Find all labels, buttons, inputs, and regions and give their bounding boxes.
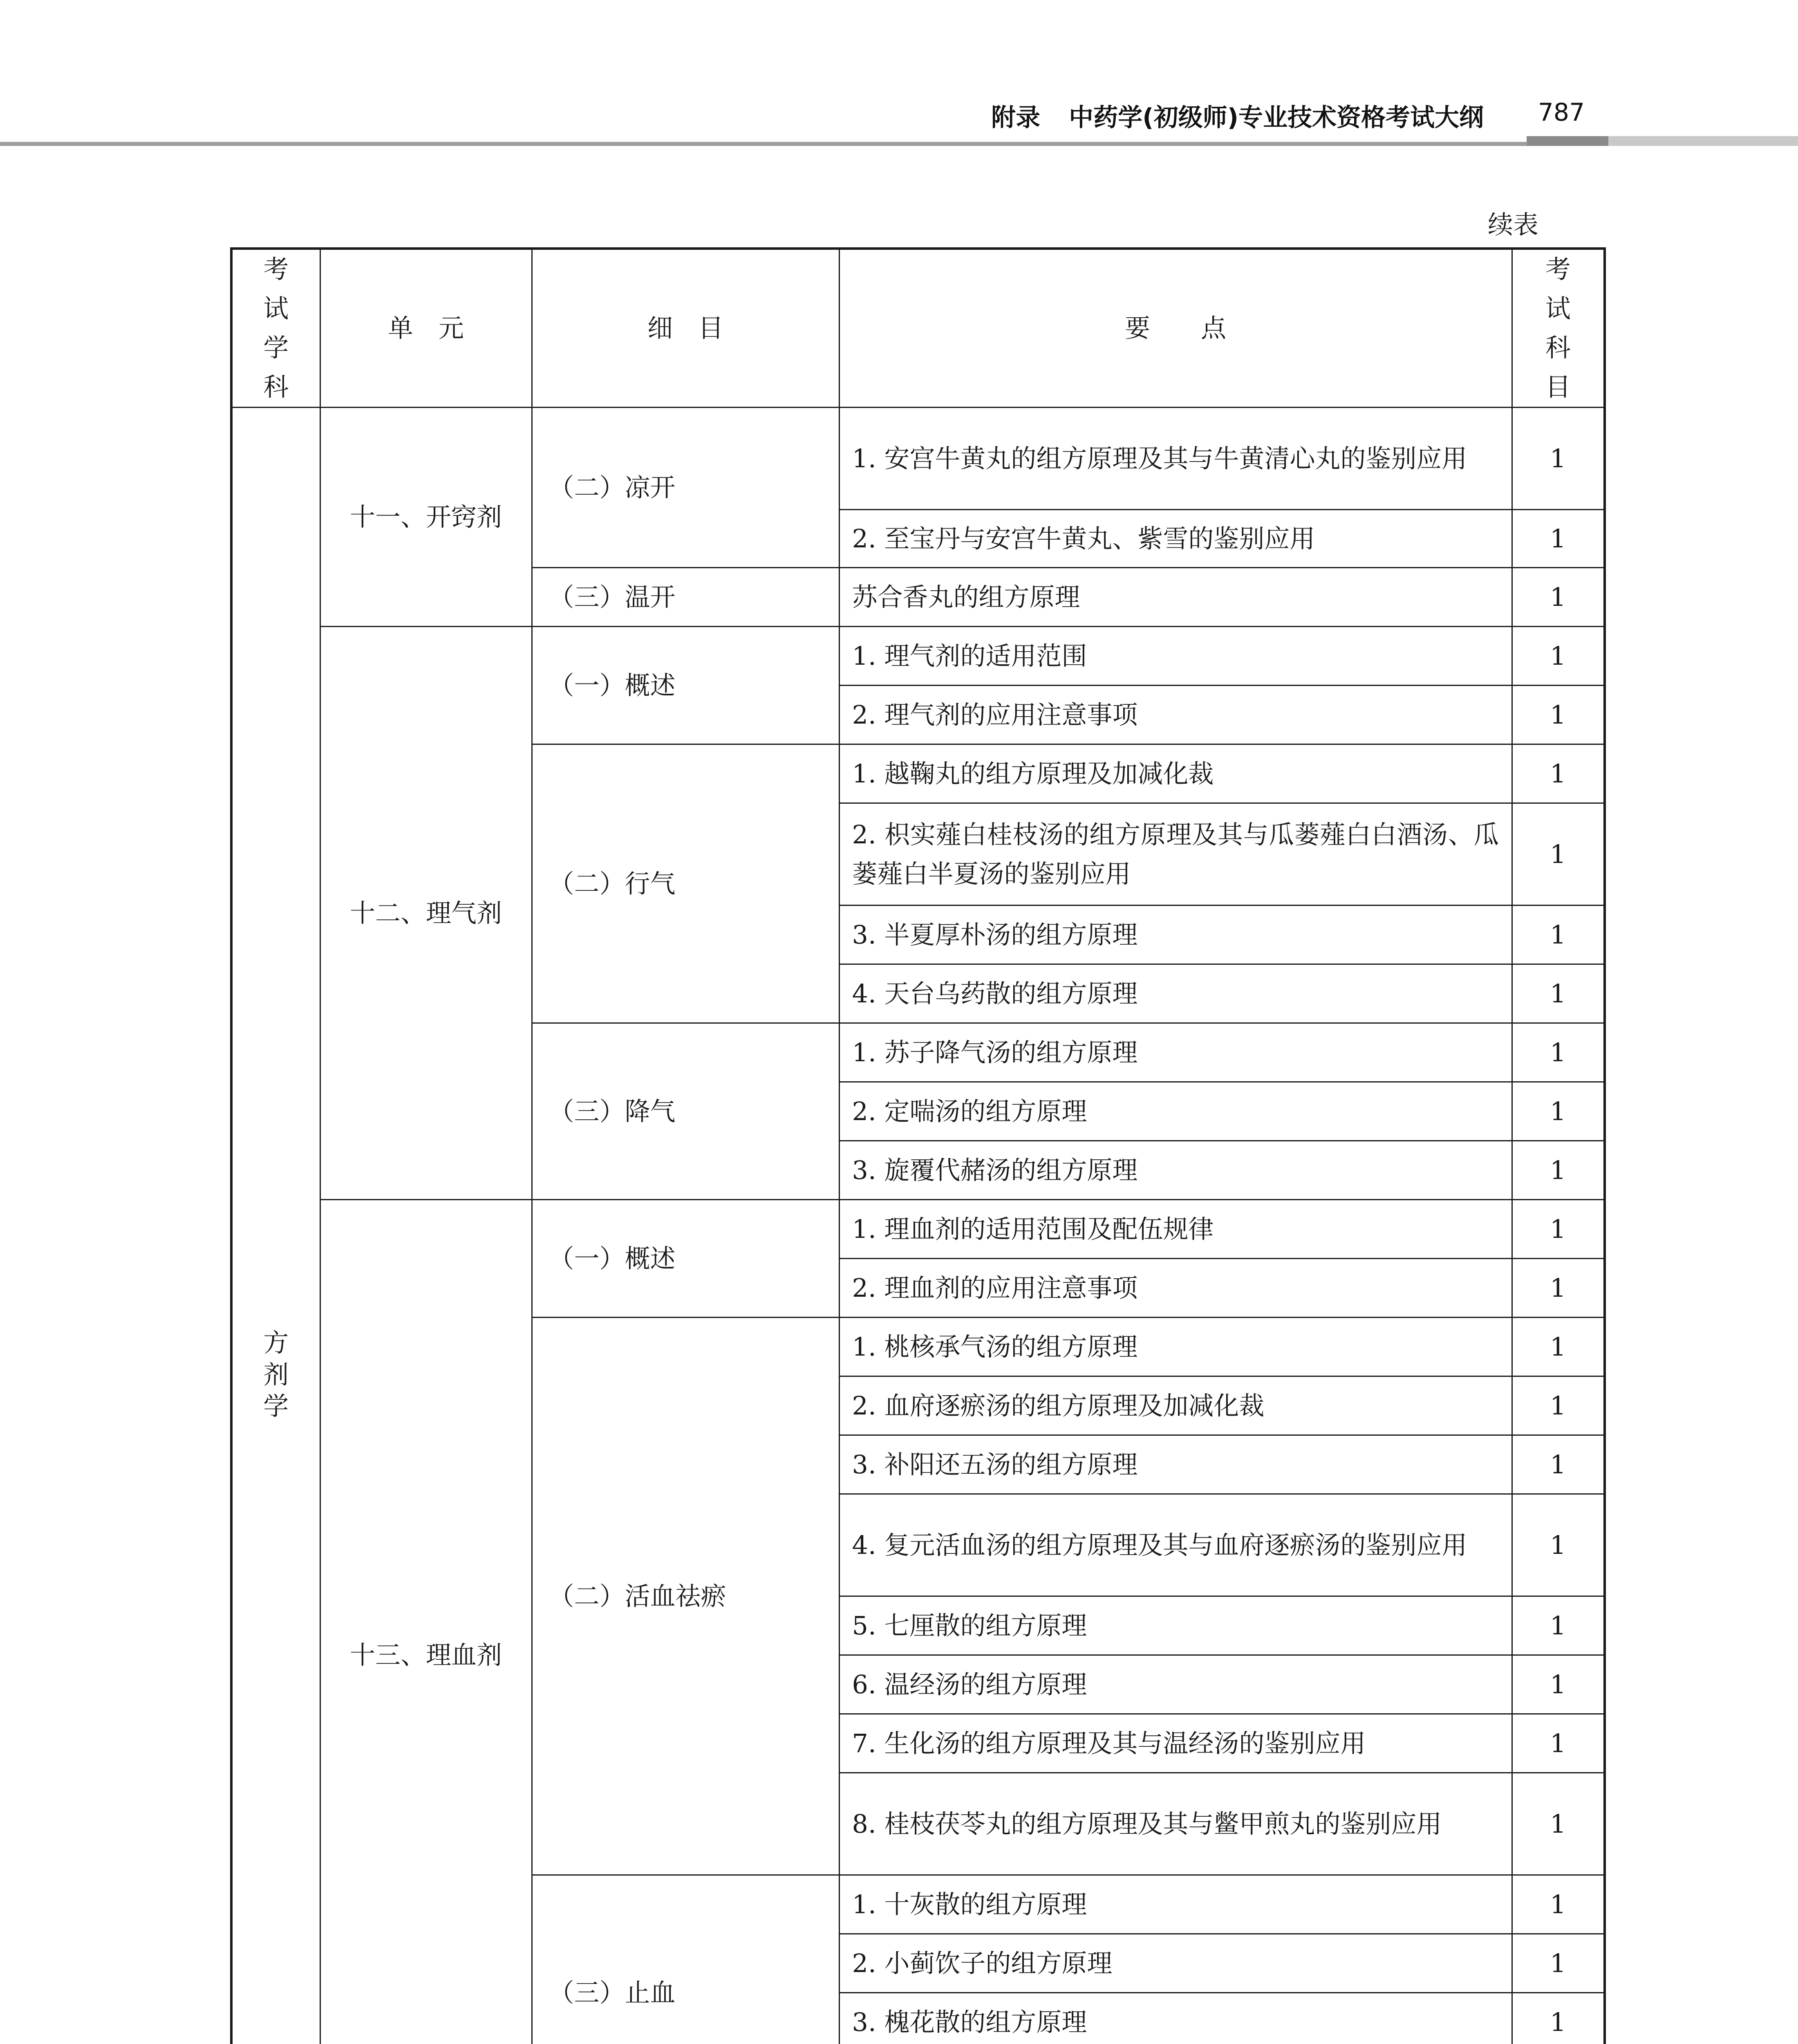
subject-label: 方剂学 <box>263 1328 289 1421</box>
key-point-cell: 6. 温经汤的组方原理 <box>839 1655 1512 1714</box>
exam-subject-cell: 1 <box>1512 1318 1605 1376</box>
exam-subject-cell: 1 <box>1512 1200 1605 1259</box>
key-point-cell: 7. 生化汤的组方原理及其与温经汤的鉴别应用 <box>839 1714 1512 1773</box>
page-number: 787 <box>1538 98 1585 127</box>
item-cell: （二）行气 <box>532 744 839 1023</box>
exam-subject-cell: 1 <box>1512 1714 1605 1773</box>
exam-subject-cell: 1 <box>1512 1773 1605 1875</box>
continued-label: 续表 <box>1488 210 1539 240</box>
header-rule-accent <box>1527 136 1608 146</box>
exam-subject-cell: 1 <box>1512 905 1605 964</box>
exam-subject-cell: 1 <box>1512 510 1605 568</box>
exam-subject-cell: 1 <box>1512 686 1605 744</box>
key-point-cell: 2. 血府逐瘀汤的组方原理及加减化裁 <box>839 1376 1512 1435</box>
unit-cell: 十三、理血剂 <box>320 1200 532 2044</box>
exam-subject-cell: 1 <box>1512 1596 1605 1655</box>
item-cell: （一）概述 <box>532 627 839 744</box>
item-cell: （二）活血祛瘀 <box>532 1318 839 1875</box>
unit-cell: 十一、开窍剂 <box>320 408 532 627</box>
key-point-cell: 1. 桃核承气汤的组方原理 <box>839 1318 1512 1376</box>
syllabus-table <box>230 247 1606 2044</box>
table-header-row <box>231 249 1605 408</box>
table-row <box>231 627 1605 686</box>
running-header <box>0 98 1606 133</box>
key-point-cell: 1. 安宫牛黄丸的组方原理及其与牛黄清心丸的鉴别应用 <box>839 408 1512 510</box>
exam-subject-cell: 1 <box>1512 1934 1605 1993</box>
exam-subject-cell: 1 <box>1512 1993 1605 2044</box>
key-point-cell: 1. 苏子降气汤的组方原理 <box>839 1023 1512 1082</box>
exam-subject-cell: 1 <box>1512 408 1605 510</box>
col-header-exam-subject: 考试科目 <box>1512 249 1605 408</box>
key-point-cell: 1. 理气剂的适用范围 <box>839 627 1512 686</box>
exam-subject-cell: 1 <box>1512 1435 1605 1494</box>
key-point-cell: 8. 桂枝茯苓丸的组方原理及其与鳖甲煎丸的鉴别应用 <box>839 1773 1512 1875</box>
key-point-cell: 苏合香丸的组方原理 <box>839 568 1512 627</box>
exam-subject-cell: 1 <box>1512 627 1605 686</box>
key-point-cell: 4. 天台乌药散的组方原理 <box>839 964 1512 1023</box>
table-body <box>231 408 1605 2044</box>
key-point-cell: 2. 至宝丹与安宫牛黄丸、紫雪的鉴别应用 <box>839 510 1512 568</box>
table-row <box>231 408 1605 510</box>
key-point-cell: 4. 复元活血汤的组方原理及其与血府逐瘀汤的鉴别应用 <box>839 1494 1512 1596</box>
exam-subject-cell: 1 <box>1512 1655 1605 1714</box>
col-header-item: 细 目 <box>532 249 839 408</box>
unit-cell: 十二、理气剂 <box>320 627 532 1200</box>
key-point-cell: 2. 定喘汤的组方原理 <box>839 1082 1512 1141</box>
subject-cell <box>231 408 320 2044</box>
exam-subject-cell: 1 <box>1512 1259 1605 1318</box>
exam-subject-cell: 1 <box>1512 1023 1605 1082</box>
exam-subject-cell: 1 <box>1512 964 1605 1023</box>
item-cell: （一）概述 <box>532 1200 839 1318</box>
exam-subject-cell: 1 <box>1512 1875 1605 1934</box>
exam-subject-cell: 1 <box>1512 568 1605 627</box>
key-point-cell: 3. 槐花散的组方原理 <box>839 1993 1512 2044</box>
key-point-cell: 2. 理气剂的应用注意事项 <box>839 686 1512 744</box>
key-point-cell: 3. 补阳还五汤的组方原理 <box>839 1435 1512 1494</box>
col-header-key-points: 要 点 <box>839 249 1512 408</box>
item-cell: （三）温开 <box>532 568 839 627</box>
exam-subject-cell: 1 <box>1512 1141 1605 1200</box>
key-point-cell: 2. 枳实薤白桂枝汤的组方原理及其与瓜蒌薤白白酒汤、瓜蒌薤白半夏汤的鉴别应用 <box>839 803 1512 905</box>
key-point-cell: 1. 理血剂的适用范围及配伍规律 <box>839 1200 1512 1259</box>
header-rule-tail <box>1608 136 1798 146</box>
table-row <box>231 1200 1605 1259</box>
key-point-cell: 2. 小蓟饮子的组方原理 <box>839 1934 1512 1993</box>
key-point-cell: 5. 七厘散的组方原理 <box>839 1596 1512 1655</box>
key-point-cell: 1. 十灰散的组方原理 <box>839 1875 1512 1934</box>
col-header-unit: 单 元 <box>320 249 532 408</box>
item-cell: （三）降气 <box>532 1023 839 1200</box>
key-point-cell: 1. 越鞠丸的组方原理及加减化裁 <box>839 744 1512 803</box>
header-section: 附录 <box>991 103 1041 132</box>
key-point-cell: 3. 半夏厚朴汤的组方原理 <box>839 905 1512 964</box>
exam-subject-cell: 1 <box>1512 744 1605 803</box>
header-title: 中药学(初级师)专业技术资格考试大纲 <box>1069 103 1484 132</box>
exam-subject-cell: 1 <box>1512 1494 1605 1596</box>
item-cell: （三）止血 <box>532 1875 839 2044</box>
exam-subject-cell: 1 <box>1512 803 1605 905</box>
key-point-cell: 3. 旋覆代赭汤的组方原理 <box>839 1141 1512 1200</box>
item-cell: （二）凉开 <box>532 408 839 568</box>
key-point-cell: 2. 理血剂的应用注意事项 <box>839 1259 1512 1318</box>
exam-subject-cell: 1 <box>1512 1376 1605 1435</box>
col-header-subject: 考试学科 <box>231 249 320 408</box>
exam-subject-cell: 1 <box>1512 1082 1605 1141</box>
